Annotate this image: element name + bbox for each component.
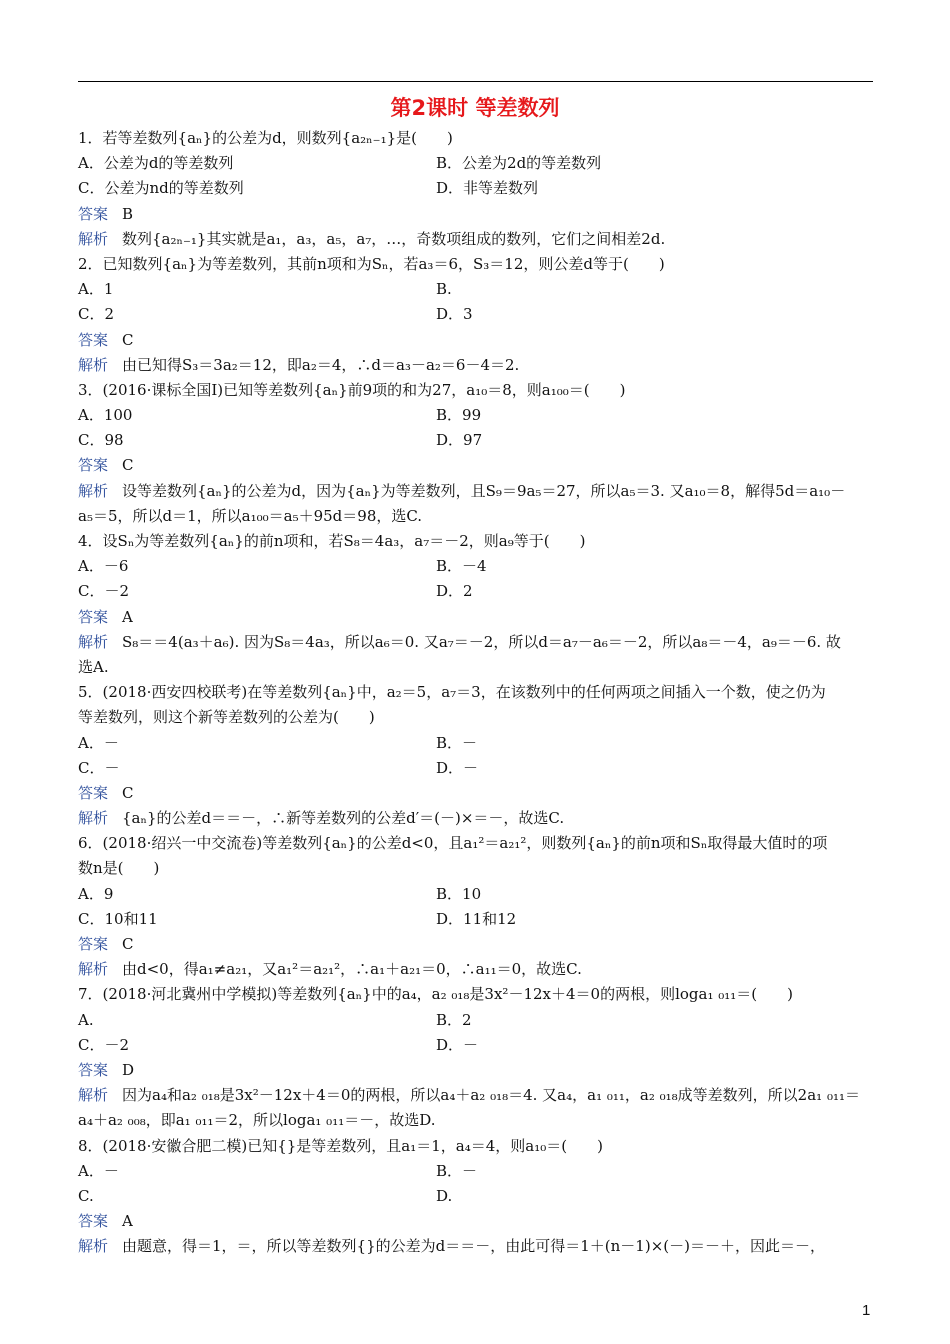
question-line — [78, 1108, 874, 1133]
question-text: 3．(2016·课标全国Ⅰ)已知等差数列{aₙ}前9项的和为27，a₁₀＝8，则a₁₀₀＝( ) — [78, 380, 626, 399]
option-right: B．－4 — [436, 557, 487, 576]
question-line — [78, 126, 874, 151]
question-text: 数n是( ) — [78, 859, 160, 878]
option-left: C．－2 — [78, 1035, 130, 1054]
question-text: 8．(2018·安徽合肥二模)已知{}是等差数列，且a₁＝1，a₄＝4，则a₁₀＝( ) — [78, 1136, 603, 1155]
analysis-label: 解析 — [78, 355, 109, 374]
answer-label: 答案 — [78, 204, 109, 223]
answer-text: C — [122, 330, 134, 349]
option-right: B．－ — [436, 1161, 478, 1180]
analysis-line — [78, 353, 874, 378]
analysis-label: 解析 — [78, 960, 109, 979]
answer-text: A — [122, 1212, 133, 1231]
options-row — [78, 882, 874, 907]
answer-text: C — [122, 456, 134, 475]
option-left: C．－2 — [78, 582, 130, 601]
analysis-label: 解析 — [78, 481, 109, 500]
option-right: B．2 — [436, 1010, 472, 1029]
options-row — [78, 1159, 874, 1184]
analysis-line — [78, 630, 874, 655]
option-left: A．－ — [78, 1161, 119, 1180]
option-right: D．97 — [436, 431, 483, 450]
answer-line — [78, 1209, 874, 1234]
analysis-text: 因为a₄和a₂ ₀₁₈是3x²－12x＋4＝0的两根，所以a₄＋a₂ ₀₁₈＝4. 又a₄，a₁ ₀₁₁，a₂ ₀₁₈成等差数列，所以2a₁ ₀₁₁＝ — [122, 1086, 860, 1105]
option-left: C．公差为nd的等差数列 — [78, 179, 244, 198]
question-text: 7．(2018·河北冀州中学模拟)等差数列{aₙ}中的a₄，a₂ ₀₁₈是3x²－12x＋4＝0的两根，则loga₁ ₀₁₁＝( ) — [78, 985, 793, 1004]
header-rule — [78, 81, 873, 82]
option-left: C．98 — [78, 431, 124, 450]
answer-label: 答案 — [78, 456, 109, 475]
analysis-text: 由已知得S₃＝3a₂＝12，即a₂＝4，∴d＝a₃－a₂＝6－4＝2. — [122, 355, 520, 374]
analysis-text: 由d<0，得a₁≠a₂₁，又a₁²＝a₂₁²，∴a₁＋a₂₁＝0，∴a₁₁＝0，故选C. — [122, 960, 582, 979]
option-right: B．公差为2d的等差数列 — [436, 154, 602, 173]
page-title: 第2课时 等差数列 — [390, 96, 560, 120]
analysis-label: 解析 — [78, 1237, 109, 1256]
option-left: C．2 — [78, 305, 115, 324]
answer-label: 答案 — [78, 330, 109, 349]
answer-line — [78, 202, 874, 227]
option-right: D．2 — [436, 582, 473, 601]
answer-text: D — [122, 1060, 135, 1079]
analysis-line — [78, 227, 874, 252]
question-line — [78, 856, 874, 881]
analysis-label: 解析 — [78, 1086, 109, 1105]
option-right: D. — [436, 1186, 453, 1205]
analysis-line — [78, 957, 874, 982]
answer-text: B — [122, 204, 134, 223]
question-line — [78, 252, 874, 277]
answer-text: A — [122, 607, 133, 626]
answer-line — [78, 1058, 874, 1083]
options-row — [78, 151, 874, 176]
options-row — [78, 302, 874, 327]
question-line — [78, 529, 874, 554]
analysis-label: 解析 — [78, 229, 109, 248]
question-text: 4．设Sₙ为等差数列{aₙ}的前n项和，若S₈＝4a₃，a₇＝－2，则a₉等于( ) — [78, 532, 586, 550]
option-left: A．－6 — [78, 557, 129, 576]
question-text: a₅＝5，所以d＝1，所以a₁₀₀＝a₅＋95d＝98，选C. — [78, 506, 423, 525]
answer-label: 答案 — [78, 783, 109, 802]
options-row — [78, 1008, 874, 1033]
option-left: C．－ — [78, 758, 120, 777]
answer-line — [78, 781, 874, 806]
analysis-text: 由题意，得＝1，＝，所以等差数列{}的公差为d＝＝－，由此可得＝1＋(n－1)×(－)＝－＋，因此＝－， — [122, 1237, 825, 1256]
options-row — [78, 731, 874, 756]
options-row — [78, 176, 874, 201]
question-text: 选A. — [78, 657, 109, 676]
options-row — [78, 403, 874, 428]
option-right: B．－ — [436, 733, 478, 752]
option-left: A. — [78, 1010, 94, 1029]
question-line — [78, 705, 874, 730]
answer-label: 答案 — [78, 1212, 109, 1231]
question-line — [78, 504, 874, 529]
analysis-line — [78, 479, 874, 504]
answer-line — [78, 453, 874, 478]
options-row — [78, 756, 874, 781]
question-line — [78, 680, 874, 705]
option-right: B．10 — [436, 884, 482, 903]
question-text: 6．(2018·绍兴一中交流卷)等差数列{aₙ}的公差d<0，且a₁²＝a₂₁²，则数列{aₙ}的前n项和Sₙ取得最大值时的项 — [78, 834, 828, 853]
question-text: a₄＋a₂ ₀₀₈，即a₁ ₀₁₁＝2，所以loga₁ ₀₁₁＝－，故选D. — [78, 1111, 436, 1130]
question-text: 等差数列，则这个新等差数列的公差为( ) — [78, 708, 375, 727]
options-row — [78, 1184, 874, 1209]
option-left: A．100 — [78, 406, 133, 425]
question-text: 1．若等差数列{aₙ}的公差为d，则数列{a₂ₙ₋₁}是( ) — [78, 129, 453, 147]
option-left: A．－ — [78, 733, 119, 752]
options-row — [78, 554, 874, 579]
analysis-text: 数列{a₂ₙ₋₁}其实就是a₁，a₃，a₅，a₇，…，奇数项组成的数列，它们之间相差2d. — [122, 229, 666, 248]
answer-label: 答案 — [78, 935, 109, 953]
option-left: A．9 — [78, 884, 114, 903]
option-right: D．非等差数列 — [436, 179, 539, 198]
option-right: B．99 — [436, 406, 482, 425]
option-right: D．11和12 — [436, 909, 517, 928]
option-right: D．3 — [436, 305, 473, 324]
options-row — [78, 907, 874, 932]
analysis-label: 解析 — [78, 632, 109, 651]
options-row — [78, 428, 874, 453]
document-body — [78, 126, 874, 1259]
answer-line — [78, 605, 874, 630]
analysis-text: {aₙ}的公差d＝＝－，∴新等差数列的公差d′＝(－)×＝－，故选C. — [122, 809, 565, 828]
option-left: C．10和11 — [78, 909, 158, 928]
analysis-line — [78, 1083, 874, 1108]
options-row — [78, 579, 874, 604]
answer-line — [78, 932, 874, 957]
options-row — [78, 1033, 874, 1058]
analysis-line — [78, 806, 874, 831]
page-number: 1 — [862, 1302, 871, 1319]
option-left: A．1 — [78, 280, 114, 299]
analysis-label: 解析 — [78, 809, 109, 828]
answer-label: 答案 — [78, 607, 109, 626]
question-text: 2．已知数列{aₙ}为等差数列，其前n项和为Sₙ，若a₃＝6，S₃＝12，则公差d等于( ) — [78, 254, 665, 273]
question-line — [78, 378, 874, 403]
question-line — [78, 831, 874, 856]
analysis-line — [78, 1234, 874, 1259]
question-line — [78, 982, 874, 1007]
question-line — [78, 655, 874, 680]
question-line — [78, 1134, 874, 1159]
answer-text: C — [122, 935, 134, 953]
option-left: C. — [78, 1186, 94, 1205]
option-right: B. — [436, 280, 452, 299]
question-text: 5．(2018·西安四校联考)在等差数列{aₙ}中，a₂＝5，a₇＝3，在该数列中的任何两项之间插入一个数，使之仍为 — [78, 683, 826, 702]
options-row — [78, 277, 874, 302]
analysis-text: 设等差数列{aₙ}的公差为d，因为{aₙ}为等差数列，且S₉＝9a₅＝27，所以a₅＝3. 又a₁₀＝8，解得5d＝a₁₀－ — [122, 481, 846, 500]
option-right: D．－ — [436, 1035, 479, 1054]
analysis-text: S₈＝＝4(a₃＋a₆). 因为S₈＝4a₃，所以a₆＝0. 又a₇＝－2，所以d＝a₇－a₆＝－2，所以a₈＝－4，a₉＝－6. 故 — [122, 632, 841, 651]
answer-label: 答案 — [78, 1060, 109, 1079]
answer-line — [78, 328, 874, 353]
option-left: A．公差为d的等差数列 — [78, 154, 234, 173]
answer-text: C — [122, 783, 134, 802]
option-right: D．－ — [436, 758, 479, 777]
